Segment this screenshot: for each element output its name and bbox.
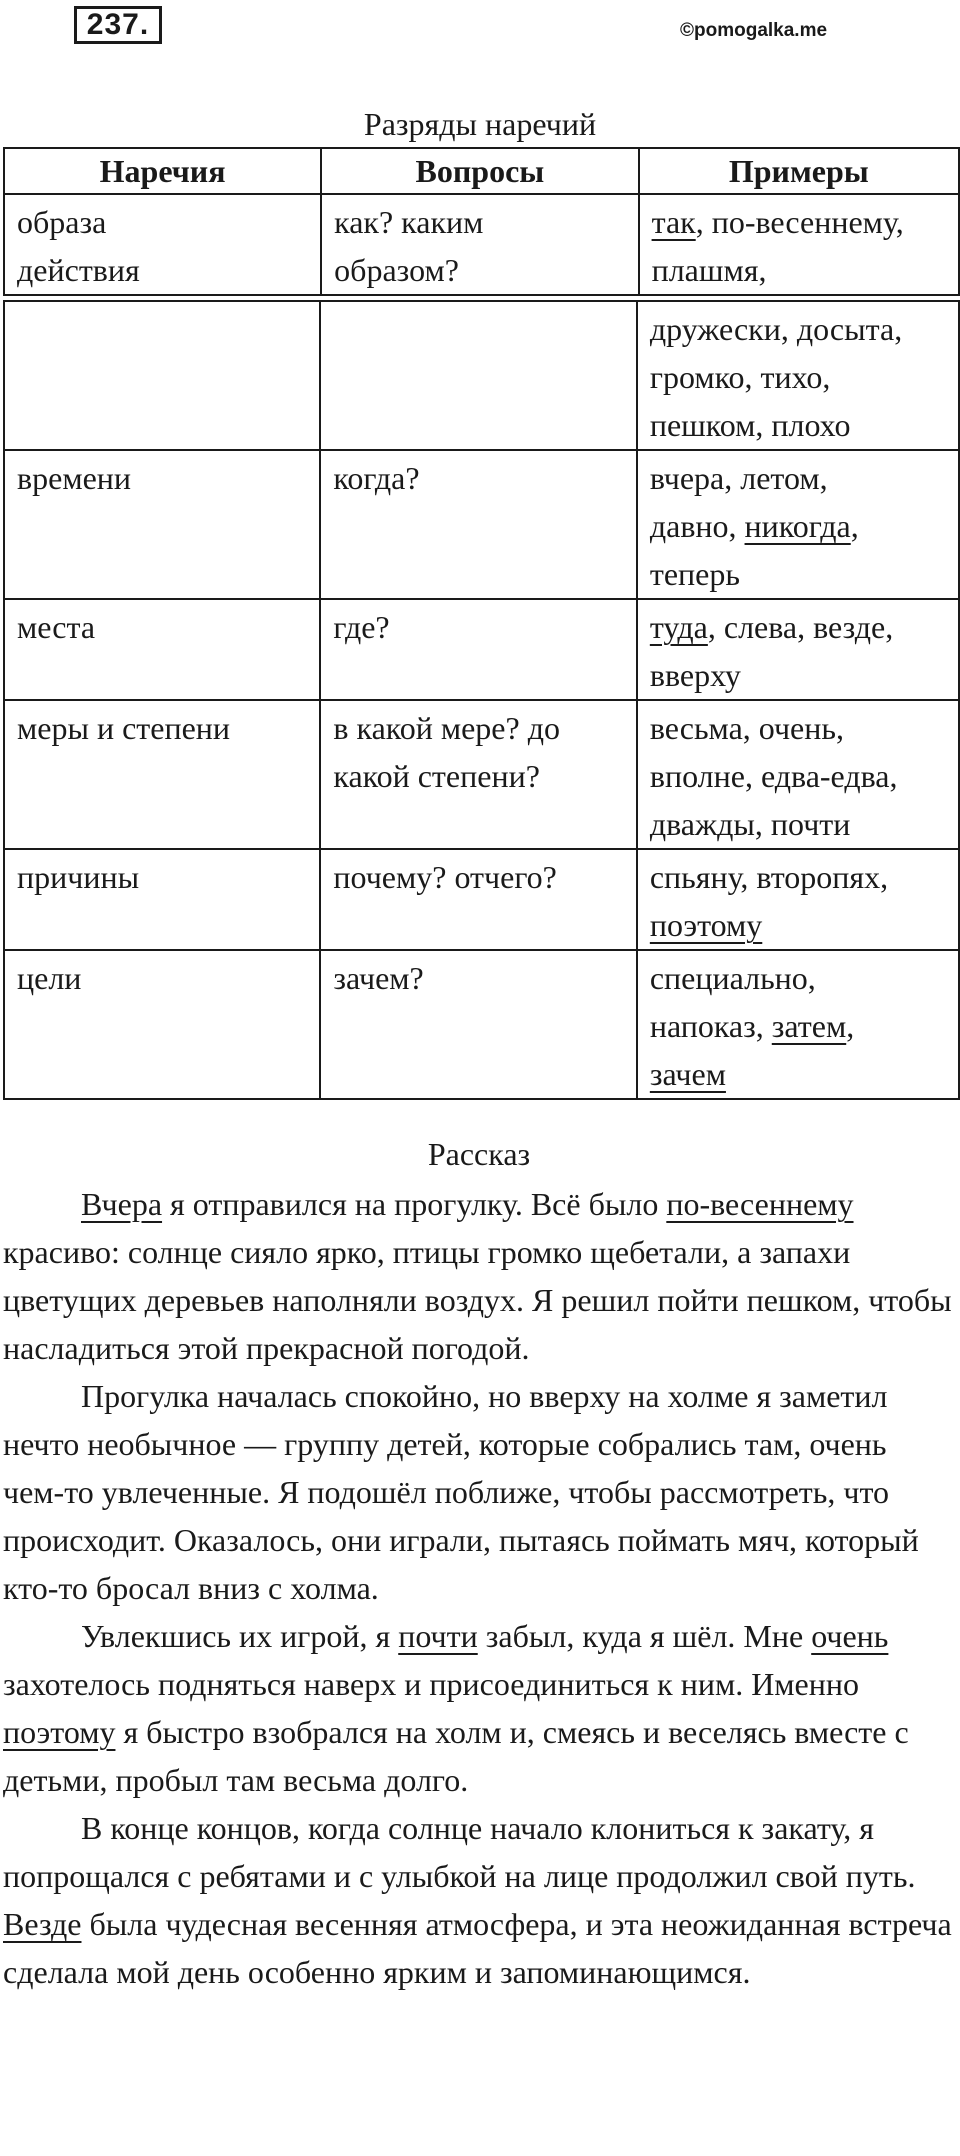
table-row (4, 450, 959, 599)
underlined-word: поэтому (649, 907, 763, 943)
examples-cell: весьма, очень, вполне, едва-едва, дважды, почти (637, 700, 959, 849)
table-row (4, 700, 959, 849)
underlined-word: Вчера (81, 1186, 163, 1222)
table-header-row (4, 148, 959, 194)
story-paragraph: Прогулка началась спокойно, но вверху на холме я заметил нечто необычное — группу детей, которые собрались там, очень чем-то увлеченные. Я подошёл поближе, чтобы рассмотреть, что происходит. Оказалось, они играли, пытаясь поймать мяч, который кто-то бросал вниз с холма. (3, 1378, 919, 1606)
question-cell: как? каким образом? (321, 194, 638, 295)
examples-cell: так, по-весеннему, плашмя, (639, 194, 959, 295)
story-paragraph: Вчера я отправился на прогулку. Всё было по-весеннему красиво: солнце сияло ярко, птицы громко щебетали, а запахи цветущих деревьев наполняли воздух. Я решил пойти пешком, чтобы насладиться этой прекрасной погодой. (3, 1186, 952, 1366)
category-cell: цели (4, 950, 320, 1099)
adverb-table-part1 (3, 147, 960, 296)
table-row (4, 950, 959, 1099)
watermark: ©pomogalka.me (680, 20, 828, 41)
examples-cell: дружески, досыта, громко, тихо, пешком, плохо (637, 301, 959, 450)
examples-cell: специально, напоказ, затем, зачем (637, 950, 959, 1099)
underlined-word: поэтому (3, 1714, 116, 1750)
category-cell: причины (4, 849, 320, 950)
examples-cell: спьяну, второпях, поэтому (637, 849, 959, 950)
underlined-word: почти (398, 1618, 478, 1654)
table-row (4, 194, 959, 295)
underlined-word: Везде (3, 1906, 82, 1942)
question-cell: почему? отчего? (320, 849, 636, 950)
examples-cell: вчера, летом, давно, никогда, теперь (637, 450, 959, 599)
question-cell: зачем? (320, 950, 636, 1099)
header-adverbs: Наречия (4, 148, 321, 194)
underlined-word: зачем (649, 1056, 726, 1092)
question-cell: когда? (320, 450, 636, 599)
table-row (4, 849, 959, 950)
header-examples: Примеры (639, 148, 959, 194)
exercise-number: 237. (74, 6, 162, 44)
question-cell: где? (320, 599, 636, 700)
underlined-word: так (651, 204, 696, 240)
question-cell: в какой мере? до какой степени? (320, 700, 636, 849)
table-caption: Разряды наречий (363, 106, 597, 142)
examples-cell: туда, слева, везде, вверху (637, 599, 959, 700)
story (3, 1130, 955, 1996)
underlined-word: по-весеннему (666, 1186, 854, 1222)
story-title: Рассказ (427, 1136, 531, 1172)
story-paragraph: Увлекшись их игрой, я почти забыл, куда я шёл. Мне очень захотелось подняться наверх и присоединиться к ним. Именно поэтому я быстро взобрался на холм и, смеясь и веселясь вместе с детьми, пробыл там весьма долго. (3, 1618, 909, 1798)
underlined-word: туда (649, 609, 708, 645)
category-cell: образа действия (4, 194, 321, 295)
underlined-word: затем (771, 1008, 847, 1044)
story-paragraph: В конце концов, когда солнце начало клониться к закату, я попрощался с ребятами и с улыбкой на лице продолжил свой путь. Везде была чудесная весенняя атмосфера, и эта неожиданная встреча сделала мой день особенно ярким и запоминающимся. (3, 1810, 952, 1990)
category-cell: меры и степени (4, 700, 320, 849)
underlined-word: очень (811, 1618, 889, 1654)
question-cell (320, 301, 636, 450)
category-cell: места (4, 599, 320, 700)
table-row (4, 301, 959, 450)
category-cell: времени (4, 450, 320, 599)
adverb-table-part2 (3, 300, 960, 1100)
underlined-word: никогда (744, 508, 851, 544)
table-row (4, 599, 959, 700)
header-questions: Вопросы (321, 148, 638, 194)
category-cell (4, 301, 320, 450)
